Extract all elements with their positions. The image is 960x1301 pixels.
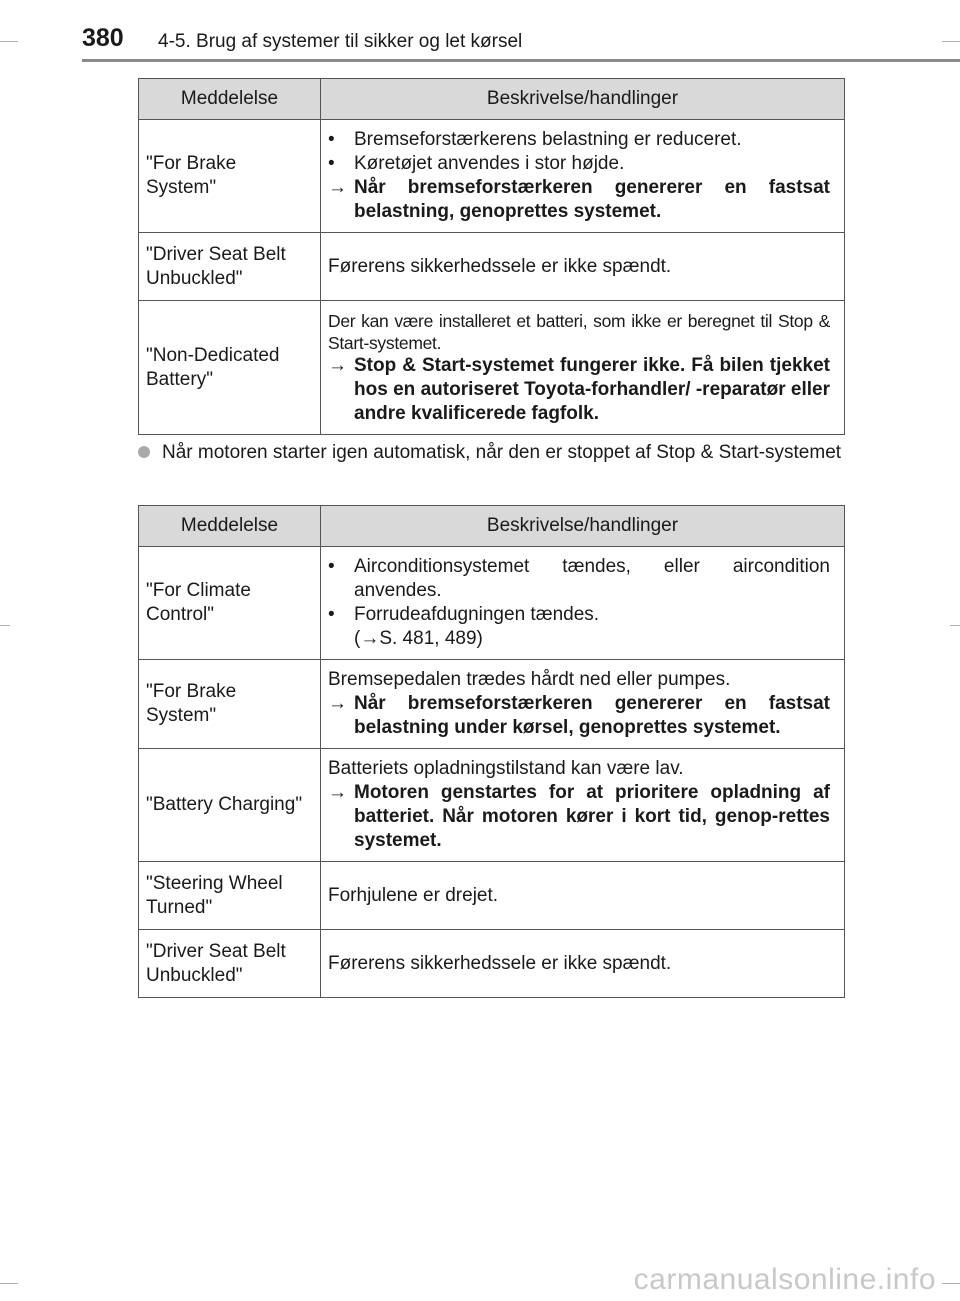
description-cell: Bremsepedalen trædes hårdt ned eller pumpes. → Når bremseforstærkeren genererer en fastsat belastning under kørsel, genoprettes systemet. (321, 660, 845, 749)
table-row (139, 233, 845, 301)
table-row (139, 301, 845, 435)
crop-mark (0, 625, 10, 626)
bullet-item: • Airconditionsystemet tændes, eller aircondition anvendes. (328, 556, 830, 601)
arrow-icon: → (328, 354, 347, 376)
table-header-row (139, 506, 845, 547)
table-row (139, 547, 845, 660)
arrow-icon: → (328, 782, 347, 803)
message-cell: "Battery Charging" (139, 749, 321, 862)
description-cell: Forhjulene er drejet. (321, 862, 845, 930)
table-row (139, 749, 845, 862)
column-header-description: Beskrivelse/handlinger (321, 79, 845, 120)
page-reference: (→S. 481, 489) (354, 628, 483, 649)
description-cell (321, 120, 845, 233)
description-cell: Batteriets opladningstilstand kan være lav. → Motoren genstartes for at prioritere opladning af batteriet. Når motoren kører i kort tid, genop-rettes systemet. (321, 749, 845, 862)
arrow-icon: → (328, 693, 347, 714)
bullet-dot-icon (138, 446, 150, 458)
table-row (139, 660, 845, 749)
action-item: → Motoren genstartes for at prioritere opladning af batteriet. Når motoren kører i kort tid, genop-rettes systemet. (328, 782, 830, 851)
message-table-2 (138, 505, 845, 998)
column-header-message: Meddelelse (139, 506, 321, 547)
section-title: 4-5. Brug af systemer til sikker og let kørsel (158, 31, 523, 52)
arrow-icon: → (328, 177, 347, 198)
action-item: → Når bremseforstærkeren genererer en fastsat belastning, genoprettes systemet. (328, 177, 830, 222)
message-cell: "Non-Dedicated Battery" (139, 301, 321, 435)
description-cell: Der kan være installeret et batteri, som ikke er beregnet til Stop & Start-systemet. → Stop & Start-systemet fungerer ikke. Få bilen tjekket hos en autoriseret Toyota-forhandler/ -reparatør eller andre kvalificerede fagfolk. (321, 301, 845, 435)
action-item: → Stop & Start-systemet fungerer ikke. Få bilen tjekket hos en autoriseret Toyota-forhandler/ -reparatør eller andre kvalificerede fagfolk. (328, 354, 830, 424)
table-row (139, 120, 845, 233)
table-row (139, 930, 845, 998)
message-cell: "Driver Seat Belt Unbuckled" (139, 930, 321, 998)
page-header (0, 22, 960, 62)
header-rule (82, 59, 960, 62)
message-cell: "Steering Wheel Turned" (139, 862, 321, 930)
section-paragraph: Når motoren starter igen automatisk, når den er stoppet af Stop & Start-systemet (138, 440, 844, 465)
page-number: 380 (82, 24, 124, 52)
crop-mark (950, 625, 960, 626)
bullet-item: • Bremseforstærkerens belastning er reduceret. (328, 129, 742, 150)
description-cell: Førerens sikkerhedssele er ikke spændt. (321, 233, 845, 301)
table-header-row (139, 79, 845, 120)
message-cell: "For Brake System" (139, 660, 321, 749)
bullet-item: • Køretøjet anvendes i stor højde. (328, 153, 625, 174)
message-cell: "For Brake System" (139, 120, 321, 233)
message-cell: "For Climate Control" (139, 547, 321, 660)
crop-mark (0, 1283, 18, 1284)
message-table-1 (138, 78, 845, 435)
description-cell (321, 547, 845, 660)
watermark: carmanualsonline.info (633, 1263, 936, 1296)
crop-mark (942, 1283, 960, 1284)
message-cell: "Driver Seat Belt Unbuckled" (139, 233, 321, 301)
table-row (139, 862, 845, 930)
description-cell: Førerens sikkerhedssele er ikke spændt. (321, 930, 845, 998)
action-item: → Når bremseforstærkeren genererer en fastsat belastning under kørsel, genoprettes systemet. (328, 693, 830, 738)
column-header-message: Meddelelse (139, 79, 321, 120)
column-header-description: Beskrivelse/handlinger (321, 506, 845, 547)
bullet-item: • Forrudeafdugningen tændes. (328, 604, 600, 625)
